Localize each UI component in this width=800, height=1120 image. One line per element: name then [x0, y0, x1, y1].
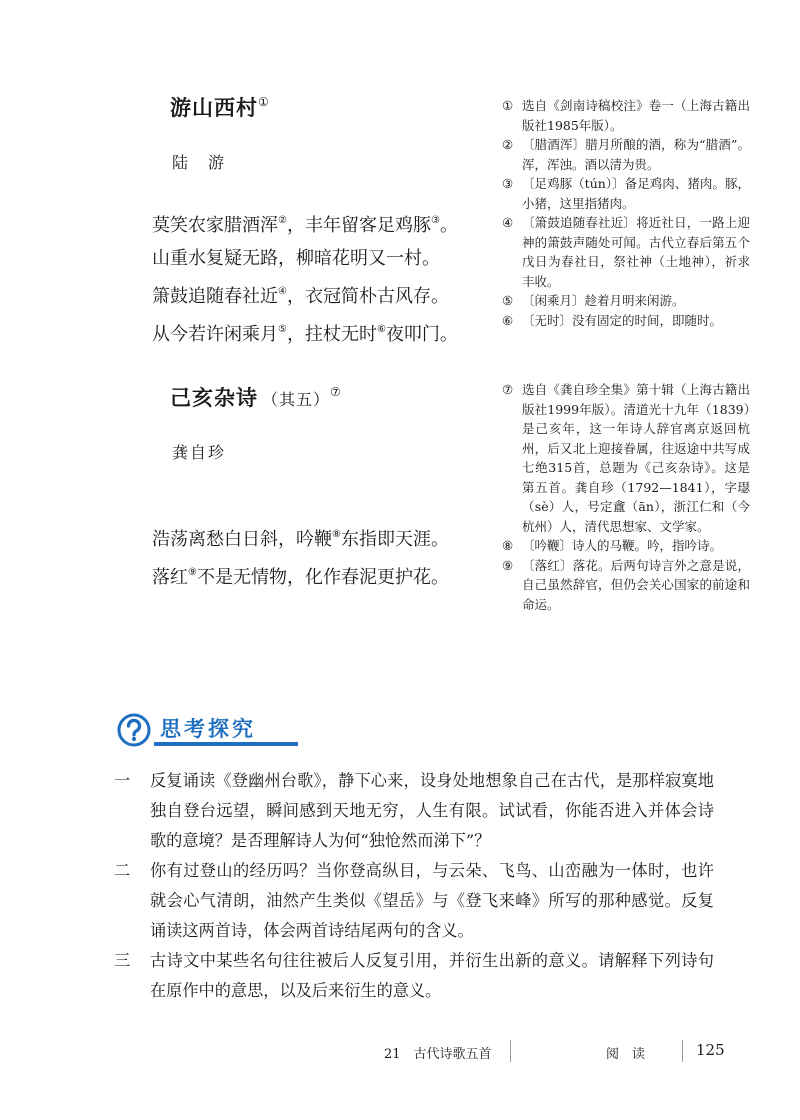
- footnote: ⑧ 〔吟鞭〕诗人的马鞭。吟，指吟诗。: [502, 538, 723, 553]
- poem2-subtitle: （其五）: [262, 390, 331, 409]
- poem2-title: 己亥杂诗 （其五）⑦: [170, 385, 342, 410]
- footer-section: 阅 读: [606, 1047, 646, 1062]
- section-title: 思考探究: [160, 716, 256, 741]
- question-item: 一 反复诵读《登幽州台歌》，静下心来，设身处地想象自己在古代，是那样寂寞地独自登台远望，瞬间感到天地无穷，人生有限。试试看，你能否进入并体会诗歌的意境？是否理解诗人为何“独怆然而涕下”？: [114, 771, 714, 850]
- footnote: ⑨ 〔落红〕落花。后两句诗言外之意是说，自己虽然辞官，但仍会关心国家的前途和命运。: [502, 557, 750, 612]
- verse-line: 浩荡离愁白日斜，吟鞭⑧东指即天涯。: [152, 529, 449, 550]
- footer-divider: [682, 1040, 683, 1062]
- footnotes-poem1: [502, 96, 750, 330]
- footnote: ② 〔腊酒浑〕腊月所酿的酒，称为“腊酒”。浑，浑浊。酒以清为贵。: [502, 137, 750, 172]
- page-number: 125: [696, 1041, 725, 1059]
- poem2-author: 龚自珍: [172, 443, 227, 462]
- footnote: ④ 〔箫鼓追随春社近〕将近社日，一路上迎神的箫鼓声随处可闻。古代立春后第五个戊日为春社日，祭社神（土地神），祈求丰收。: [502, 215, 750, 289]
- section-underline: [154, 742, 298, 746]
- poem1-title: 游山西村①: [170, 95, 270, 120]
- question-item: 二 你有过登山的经历吗？当你登高纵目，与云朵、飞鸟、山峦融为一体时，也许就会心气清朗，油然产生类似《望岳》与《登飞来峰》所写的那种感觉。反复诵读这两首诗，体会两首诗结尾两句的含义。: [114, 861, 714, 940]
- verse-line: 从今若许闲乘月⑤，拄杖无时⑥夜叩门。: [152, 324, 458, 345]
- footnote: ⑤ 〔闲乘月〕趁着月明来闲游。: [502, 293, 685, 308]
- question-list: [114, 766, 714, 1006]
- footnote: ⑦ 选自《龚自珍全集》第十辑（上海古籍出版社1999年版）。清道光十九年（1839）是己亥年，这一年诗人辞官离京返回杭州，后又北上迎接眷属，往返途中共写成七绝315首，总题为《己亥杂诗》。这是第五首。龚自珍（1792—1841），字璱（sè）人，号定盦（ān），浙江仁和（今杭州）人，清代思想家、文学家。: [502, 382, 750, 534]
- verse-line: 落红⑨不是无情物，化作春泥更护花。: [152, 567, 449, 588]
- footer-divider: [510, 1040, 511, 1062]
- footnote: ⑥ 〔无时〕没有固定的时间，即随时。: [502, 312, 723, 328]
- footnote-marker: ①: [258, 95, 270, 109]
- footnote: ③ 〔足鸡豚（tún）〕备足鸡肉、猪肉。豚，小猪，这里指猪肉。: [502, 176, 750, 211]
- question-item: 三 古诗文中某些名句往往被后人反复引用，并衍生出新的意义。请解释下列诗句在原作中的意思，以及后来衍生的意义。: [114, 951, 714, 1000]
- poem1-body: [152, 204, 458, 351]
- poem2-body: [152, 518, 449, 594]
- poem1-author: 陆 游: [172, 153, 227, 172]
- footer-lesson: 21 古代诗歌五首: [384, 1047, 492, 1062]
- verse-line: 箫鼓追随春社近④，衣冠简朴古风存。: [152, 286, 449, 307]
- question-mark-icon: [116, 712, 152, 752]
- verse-line: 山重水复疑无路，柳暗花明又一村。: [152, 248, 440, 269]
- footnote-marker: ⑦: [330, 385, 342, 399]
- verse-line: 莫笑农家腊酒浑②，丰年留客足鸡豚③。: [152, 215, 458, 236]
- footnotes-poem2: [502, 380, 750, 614]
- footnote: ① 选自《剑南诗稿校注》卷一（上海古籍出版社1985年版）。: [502, 98, 750, 133]
